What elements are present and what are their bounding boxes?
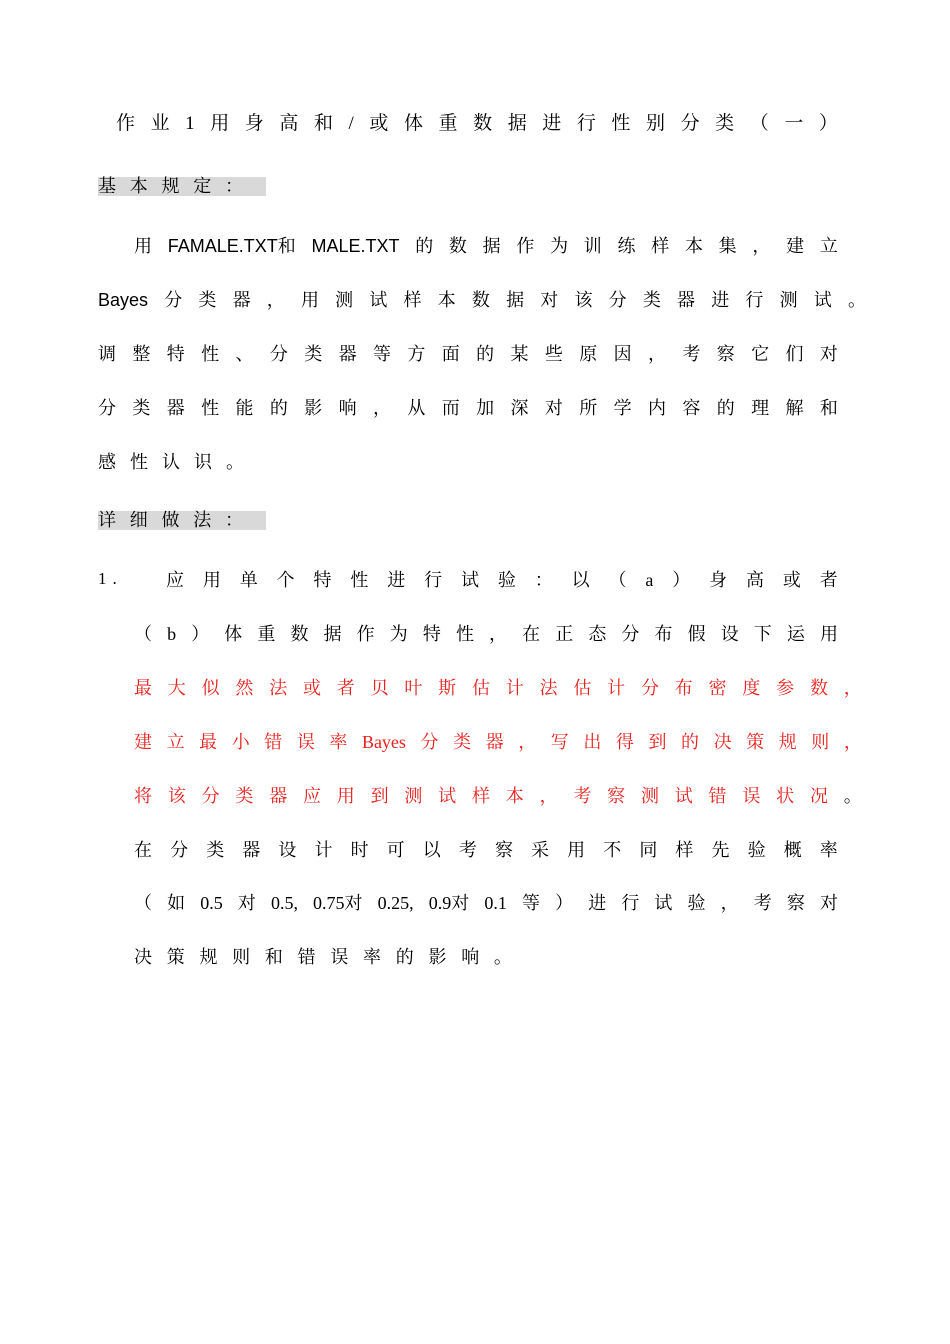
detail-line-4: 建 立 最 小 错 误 率 Bayes 分 类 器 ， 写 出 得 到 的 决 策 规 则 ， [134, 732, 862, 752]
detail-line-2: （ b ） 体 重 数 据 作 为 特 性 ， 在 正 态 分 布 假 设 下 运 用 [134, 624, 838, 644]
document-title: 作 业 1 用 身 高 和 / 或 体 重 数 据 进 行 性 别 分 类 （ 一 ） [116, 113, 838, 134]
list-item-number: 1. [98, 569, 123, 588]
basic-paragraph-line-3: 调 整 特 性 、 分 类 器 等 方 面 的 某 些 原 因 ， 考 察 它 们 对 [98, 344, 838, 364]
basic-paragraph-line-5: 感 性 认 识 。 [98, 452, 244, 472]
detail-line-7: （ 如 0.5 对 0.5, 0.75对 0.25, 0.9对 0.1 等 ） 进 行 试 验 ， 考 察 对 [134, 893, 838, 913]
basic-paragraph-line-4: 分 类 器 性 能 的 影 响 ， 从 而 加 深 对 所 学 内 容 的 理 解 和 [98, 398, 838, 418]
basic-paragraph-line-2: Bayes 分 类 器 ， 用 测 试 样 本 数 据 对 该 分 类 器 进 行 测 试 。 [98, 290, 866, 310]
detail-line-6: 在 分 类 器 设 计 时 可 以 考 察 采 用 不 同 样 先 验 概 率 [134, 840, 838, 860]
section-heading-basic [98, 177, 266, 196]
detail-line-1: 应 用 单 个 特 性 进 行 试 验 ： 以 （ a ） 身 高 或 者 [166, 570, 838, 590]
detail-line-3: 最 大 似 然 法 或 者 贝 叶 斯 估 计 法 估 计 分 布 密 度 参 数 ， [134, 678, 862, 698]
section-heading-detail-label: 详 细 做 法 ： [98, 510, 243, 530]
basic-paragraph-line-1: 用 FAMALE.TXT和 MALE.TXT 的 数 据 作 为 训 练 样 本 集 ， 建 立 [134, 236, 838, 256]
detail-line-5: 将 该 分 类 器 应 用 到 测 试 样 本 ， 考 察 测 试 错 误 状 况 。 [134, 786, 862, 806]
section-heading-detail [98, 511, 266, 530]
detail-line-8: 决 策 规 则 和 错 误 率 的 影 响 。 [134, 947, 512, 967]
section-heading-basic-label: 基 本 规 定 ： [98, 176, 243, 196]
